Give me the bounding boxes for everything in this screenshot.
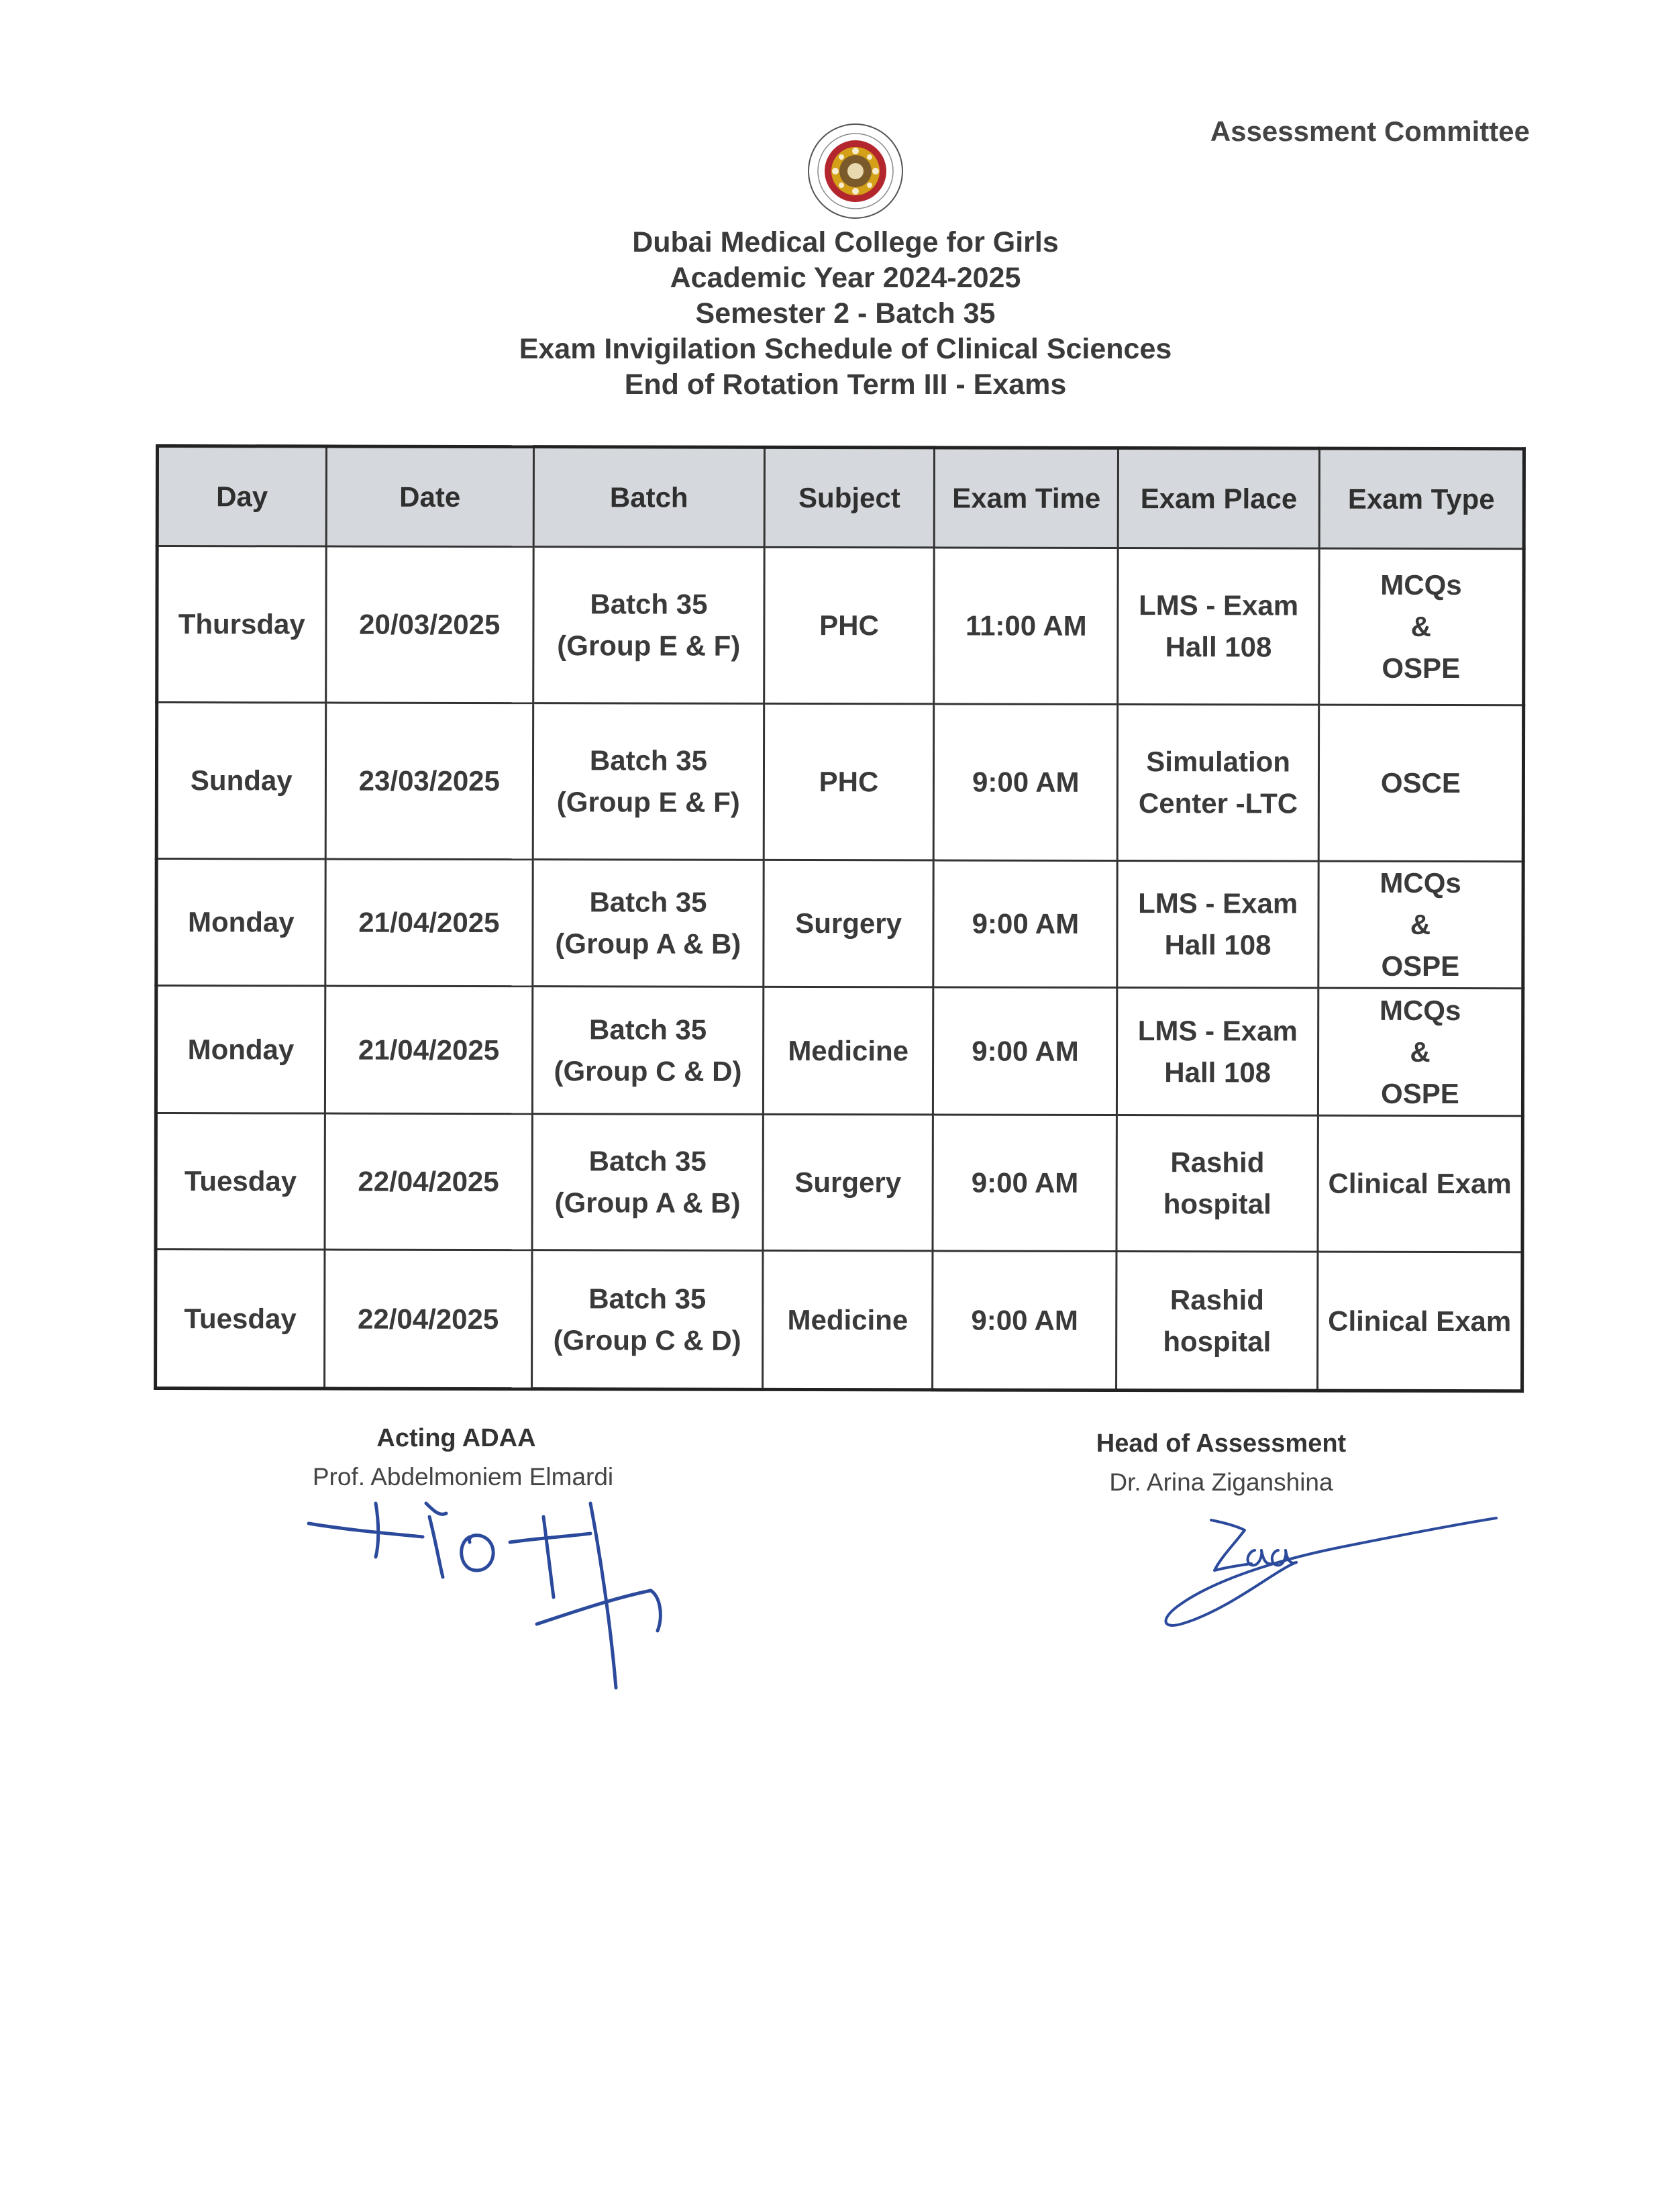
cell-exam-type: Clinical Exam bbox=[1318, 1115, 1523, 1252]
cell-batch: Batch 35 (Group E & F) bbox=[533, 703, 764, 860]
cell-exam-place: Simulation Center -LTC bbox=[1118, 705, 1319, 862]
cell-day: Tuesday bbox=[156, 1250, 325, 1389]
rotation-title: End of Rotation Term III - Exams bbox=[624, 368, 1067, 401]
cell-exam-type: MCQs & OSPE bbox=[1318, 861, 1523, 989]
cell-exam-type: OSCE bbox=[1318, 705, 1524, 862]
left-signatory-title: Acting ADAA bbox=[376, 1424, 536, 1452]
cell-exam-place: LMS - Exam Hall 108 bbox=[1118, 548, 1319, 705]
cell-date: 22/04/2025 bbox=[325, 1113, 533, 1250]
cell-exam-time: 9:00 AM bbox=[933, 1251, 1116, 1391]
right-handwritten-signature bbox=[1154, 1503, 1503, 1638]
cell-day: Tuesday bbox=[156, 1113, 325, 1250]
cell-batch: Batch 35 (Group C & D) bbox=[532, 1250, 763, 1390]
left-signatory-name: Prof. Abdelmoniem Elmardi bbox=[312, 1463, 614, 1491]
cell-exam-place: Rashid hospital bbox=[1116, 1115, 1318, 1252]
column-header-exam-place: Exam Place bbox=[1119, 448, 1320, 549]
cell-batch: Batch 35 (Group C & D) bbox=[533, 987, 764, 1115]
exam-schedule-table bbox=[154, 444, 1526, 1393]
cell-subject: Medicine bbox=[762, 1250, 933, 1390]
cell-date: 22/04/2025 bbox=[324, 1250, 532, 1389]
right-signatory-name: Dr. Arina Ziganshina bbox=[1109, 1468, 1333, 1496]
college-seal-logo bbox=[805, 121, 906, 221]
schedule-title: Exam Invigilation Schedule of Clinical Sciences bbox=[519, 333, 1172, 365]
table-row bbox=[156, 1113, 1522, 1252]
college-name: Dubai Medical College for Girls bbox=[632, 226, 1059, 258]
cell-day: Monday bbox=[156, 986, 325, 1114]
cell-exam-time: 11:00 AM bbox=[934, 548, 1118, 705]
table-row bbox=[156, 859, 1523, 989]
cell-exam-type: MCQs & OSPE bbox=[1319, 548, 1524, 705]
cell-exam-time: 9:00 AM bbox=[933, 1115, 1116, 1252]
cell-batch: Batch 35 (Group A & B) bbox=[532, 1114, 763, 1251]
academic-year: Academic Year 2024-2025 bbox=[670, 262, 1021, 294]
cell-exam-type: MCQs & OSPE bbox=[1318, 988, 1522, 1116]
column-header-batch: Batch bbox=[533, 447, 764, 548]
column-header-exam-type: Exam Type bbox=[1319, 448, 1524, 549]
cell-exam-place: LMS - Exam Hall 108 bbox=[1117, 988, 1318, 1116]
right-signatory-title: Head of Assessment bbox=[1096, 1429, 1347, 1458]
cell-exam-time: 9:00 AM bbox=[934, 704, 1118, 861]
table-header-row bbox=[157, 446, 1524, 549]
cell-batch: Batch 35 (Group A & B) bbox=[533, 860, 764, 987]
cell-subject: PHC bbox=[764, 703, 934, 860]
cell-date: 23/03/2025 bbox=[325, 703, 533, 860]
cell-exam-time: 9:00 AM bbox=[933, 987, 1117, 1115]
table-row bbox=[156, 986, 1522, 1116]
cell-subject: Surgery bbox=[764, 860, 934, 987]
cell-day: Monday bbox=[156, 859, 325, 987]
cell-exam-place: LMS - Exam Hall 108 bbox=[1117, 861, 1318, 989]
column-header-exam-time: Exam Time bbox=[935, 448, 1119, 548]
cell-exam-type: Clinical Exam bbox=[1317, 1252, 1522, 1391]
cell-day: Thursday bbox=[157, 546, 326, 703]
cell-date: 21/04/2025 bbox=[325, 859, 533, 987]
table-row bbox=[156, 703, 1523, 862]
cell-subject: Surgery bbox=[763, 1114, 933, 1251]
committee-label: Assessment Committee bbox=[1210, 115, 1530, 147]
column-header-subject: Subject bbox=[764, 447, 935, 548]
cell-date: 20/03/2025 bbox=[325, 546, 533, 703]
left-handwritten-signature bbox=[295, 1463, 684, 1691]
cell-exam-place: Rashid hospital bbox=[1116, 1252, 1318, 1391]
column-header-day: Day bbox=[157, 446, 326, 547]
cell-subject: Medicine bbox=[763, 987, 933, 1115]
semester-batch: Semester 2 - Batch 35 bbox=[695, 297, 996, 330]
cell-batch: Batch 35 (Group E & F) bbox=[533, 547, 764, 704]
column-header-date: Date bbox=[326, 446, 534, 547]
cell-exam-time: 9:00 AM bbox=[933, 860, 1117, 988]
cell-subject: PHC bbox=[764, 547, 934, 704]
cell-date: 21/04/2025 bbox=[325, 986, 533, 1114]
cell-day: Sunday bbox=[156, 703, 325, 860]
table-row bbox=[157, 546, 1524, 705]
document-header bbox=[403, 225, 1288, 403]
table-row bbox=[156, 1250, 1522, 1391]
